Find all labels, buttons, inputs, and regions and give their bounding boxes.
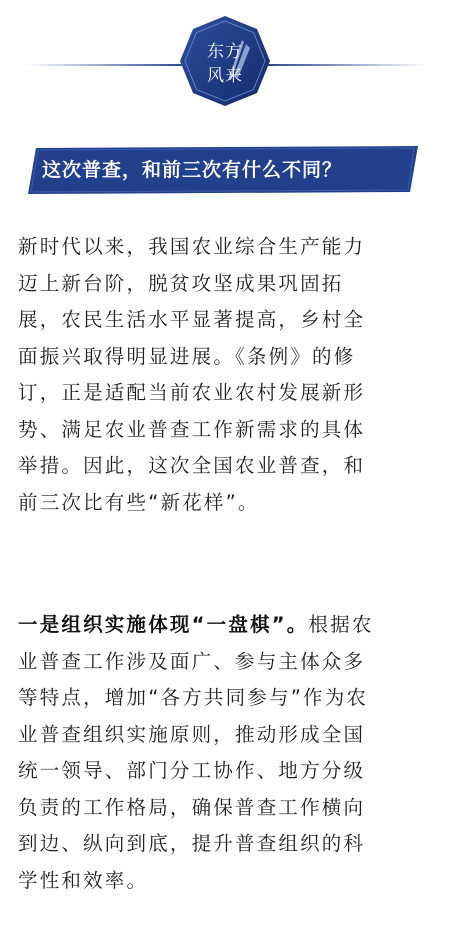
logo-text-line2: 风来: [207, 66, 243, 86]
paragraph-line: 统一领导、部门分工协作、地方分级: [18, 759, 366, 782]
header-logo: [0, 8, 451, 112]
paragraph-line: 负责的工作格局，确保普查工作横向: [18, 795, 366, 819]
paragraph-line: 新时代以来，我国农业综合生产能力: [18, 235, 366, 258]
paragraph-line: 等特点，增加“各方共同参与”作为农: [18, 686, 369, 709]
paragraph-line: 面振兴取得明显进展。《条例》的修: [18, 344, 356, 368]
paragraph-lead-heading: 一是组织实施体现“一盘棋”。: [18, 613, 309, 636]
logo-text-line1: 东方: [207, 42, 243, 62]
paragraph-intro: [18, 229, 438, 521]
paragraph-line: 学性和效率。: [18, 868, 149, 892]
logo-right-rule: [267, 64, 427, 66]
section-title: 这次普查，和前三次有什么不同？: [42, 159, 343, 181]
paragraph-line: 前三次比有些“新花样”。: [18, 490, 260, 514]
paragraph-point-one: [18, 607, 438, 899]
paragraph-line: 展，农民生活水平显著提高，乡村全: [18, 308, 366, 331]
paragraph-line: [18, 607, 438, 644]
paragraph-line: 到边、纵向到底，提升普查组织的科: [18, 832, 366, 855]
paragraph-line: 业普查工作涉及面广、参与主体众多: [18, 649, 366, 673]
section-title-banner: [28, 146, 418, 194]
paragraph-line: 订，正是适配当前农业农村发展新形: [18, 381, 366, 404]
paragraph-line: 业普查组织实施原则，推动形成全国: [18, 722, 366, 746]
paragraph-lead-rest: 根据农: [308, 613, 374, 636]
paragraph-line: 势、满足农业普查工作新需求的具体: [18, 417, 366, 441]
logo-left-rule: [24, 64, 184, 66]
paragraph-line: 迈上新台阶，脱贫攻坚成果巩固拓: [18, 271, 344, 295]
paragraph-line: 举措。因此，这次全国农业普查，和: [18, 454, 366, 477]
